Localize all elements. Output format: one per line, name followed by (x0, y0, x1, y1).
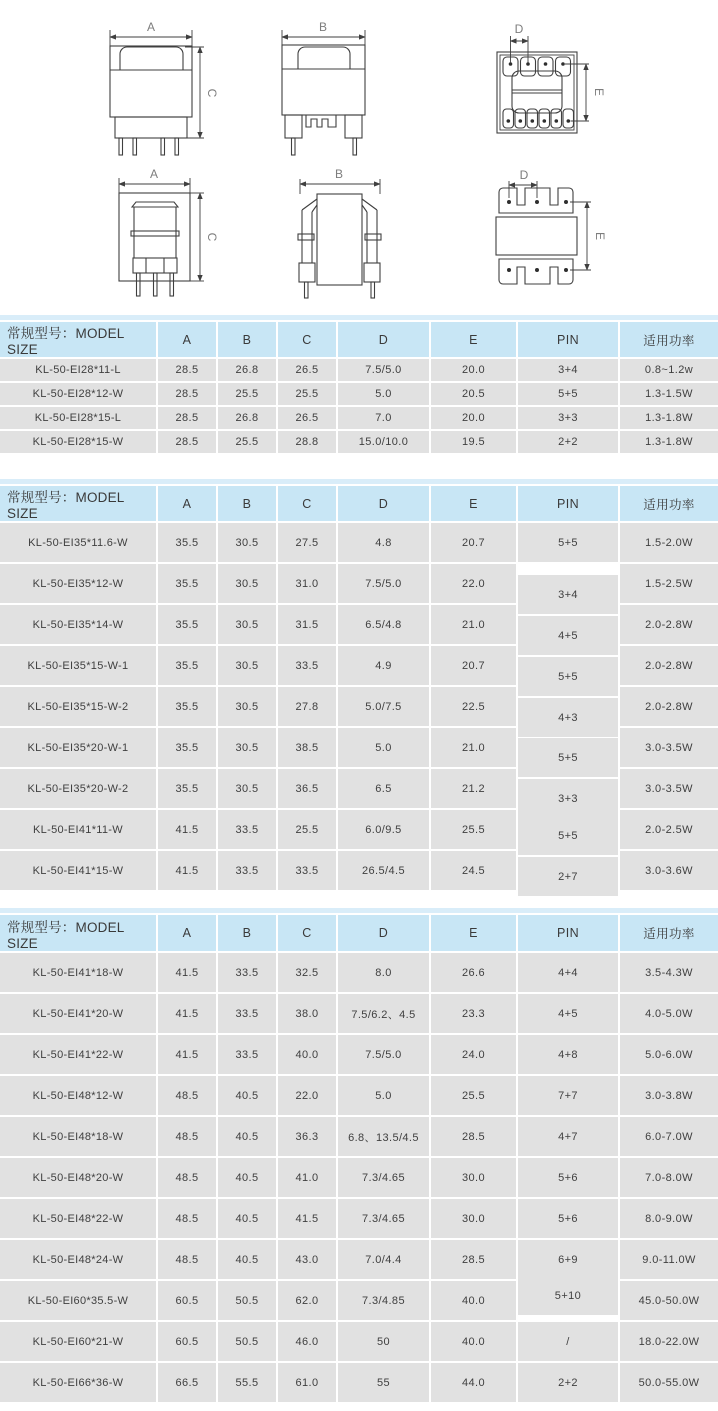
value-cell: 25.5 (278, 383, 336, 405)
value-cell: 28.5 (158, 383, 216, 405)
header-cell-model-size: 常规型号：MODEL SIZE (0, 322, 156, 357)
model-cell: KL-50-EI41*11-W (0, 810, 156, 849)
value-cell: 28.8 (278, 431, 336, 453)
value-cell: 1.5-2.0W (620, 523, 718, 562)
value-cell: 35.5 (158, 646, 216, 685)
pin-cell: 2+2 (518, 1363, 618, 1402)
transformer-drawings-svg (0, 0, 718, 315)
model-cell: KL-50-EI48*22-W (0, 1199, 156, 1238)
value-cell: 22.5 (431, 687, 516, 726)
value-cell: 25.5 (431, 810, 516, 849)
spec-table-ei41-ei66 (0, 908, 718, 1402)
pin-cell: 4+7 (518, 1117, 618, 1156)
value-cell: 2.0-2.8W (620, 687, 718, 726)
value-cell: 8.0 (338, 953, 429, 992)
value-cell: 41.5 (158, 953, 216, 992)
header-cell: 适用功率 (620, 915, 718, 951)
value-cell: 40.5 (218, 1240, 276, 1279)
table-top-strip (0, 315, 718, 320)
value-cell: 26.5 (278, 359, 336, 381)
model-cell: KL-50-EI35*20-W-1 (0, 728, 156, 767)
model-cell: KL-50-EI60*35.5-W (0, 1281, 156, 1320)
value-cell: 4.8 (338, 523, 429, 562)
value-cell: 50.5 (218, 1281, 276, 1320)
value-cell: 48.5 (158, 1158, 216, 1197)
spec-table-ei28 (0, 315, 718, 453)
value-cell: 4.0-5.0W (620, 994, 718, 1033)
model-cell: KL-50-EI35*15-W-2 (0, 687, 156, 726)
value-cell: 8.0-9.0W (620, 1199, 718, 1238)
header-cell: C (278, 486, 336, 521)
value-cell: 7.5/5.0 (338, 1035, 429, 1074)
value-cell: 28.5 (158, 407, 216, 429)
pin-cell: 2+7 (518, 857, 618, 896)
pin-cell: 4+4 (518, 953, 618, 992)
value-cell: 7.0 (338, 407, 429, 429)
value-cell: 5.0 (338, 383, 429, 405)
value-cell: 35.5 (158, 523, 216, 562)
value-cell: 22.0 (278, 1076, 336, 1115)
value-cell: 3.0-3.8W (620, 1076, 718, 1115)
value-cell: 30.5 (218, 646, 276, 685)
model-cell: KL-50-EI66*36-W (0, 1363, 156, 1402)
value-cell: 22.0 (431, 564, 516, 603)
value-cell: 26.5/4.5 (338, 851, 429, 890)
model-cell: KL-50-EI35*20-W-2 (0, 769, 156, 808)
table-top-strip (0, 908, 718, 913)
value-cell: 15.0/10.0 (338, 431, 429, 453)
table-top-strip (0, 479, 718, 484)
model-cell: KL-50-EI28*11-L (0, 359, 156, 381)
value-cell: 21.2 (431, 769, 516, 808)
value-cell: 23.3 (431, 994, 516, 1033)
dim-label-d-2: D (519, 168, 529, 182)
pin-cell: 3+4 (518, 575, 618, 614)
header-cell: PIN (518, 322, 618, 357)
value-cell: 4.9 (338, 646, 429, 685)
model-cell: KL-50-EI48*24-W (0, 1240, 156, 1279)
dim-label-e-1: E (592, 87, 606, 97)
value-cell: 48.5 (158, 1199, 216, 1238)
header-cell: E (431, 486, 516, 521)
vertical-type-front-view-diagram (119, 167, 219, 296)
pin-cell: 3+3 (518, 779, 618, 818)
value-cell: 19.5 (431, 431, 516, 453)
value-cell: 26.6 (431, 953, 516, 992)
dim-label-c-1: C (205, 88, 219, 98)
value-cell: 5.0/7.5 (338, 687, 429, 726)
value-cell: 3.0-3.5W (620, 728, 718, 767)
value-cell: 9.0-11.0W (620, 1240, 718, 1279)
value-cell: 27.8 (278, 687, 336, 726)
value-cell: 40.5 (218, 1076, 276, 1115)
value-cell: 28.5 (431, 1240, 516, 1279)
dim-label-b-1: B (318, 20, 328, 34)
value-cell: 6.0-7.0W (620, 1117, 718, 1156)
value-cell: 41.5 (158, 851, 216, 890)
value-cell: 18.0-22.0W (620, 1322, 718, 1361)
pin-cell: 5+6 (518, 1199, 618, 1238)
value-cell: 36.3 (278, 1117, 336, 1156)
value-cell: 33.5 (218, 953, 276, 992)
value-cell: 38.0 (278, 994, 336, 1033)
model-cell: KL-50-EI48*12-W (0, 1076, 156, 1115)
pin-cell: 4+8 (518, 1035, 618, 1074)
header-cell: A (158, 486, 216, 521)
value-cell: 30.5 (218, 523, 276, 562)
value-cell: 30.5 (218, 769, 276, 808)
value-cell: 62.0 (278, 1281, 336, 1320)
pin-cell: 5+5 (518, 523, 618, 562)
pin-cell: 5+5 (518, 738, 618, 777)
pin-cell: 5+5 (518, 657, 618, 696)
value-cell: 2.0-2.5W (620, 810, 718, 849)
pin-cell: / (518, 1322, 618, 1361)
value-cell: 28.5 (431, 1117, 516, 1156)
spec-table-grid (0, 322, 718, 453)
value-cell: 40.5 (218, 1158, 276, 1197)
value-cell: 30.0 (431, 1199, 516, 1238)
value-cell: 20.7 (431, 523, 516, 562)
header-cell: C (278, 322, 336, 357)
value-cell: 30.5 (218, 687, 276, 726)
vertical-type-side-view-diagram (298, 167, 381, 298)
vertical-type-bottom-view-diagram (496, 168, 607, 284)
value-cell: 6.8、13.5/4.5 (338, 1117, 429, 1156)
lying-type-side-view-diagram (282, 20, 365, 155)
value-cell: 43.0 (278, 1240, 336, 1279)
model-cell: KL-50-EI41*22-W (0, 1035, 156, 1074)
value-cell: 40.0 (278, 1035, 336, 1074)
model-cell: KL-50-EI35*14-W (0, 605, 156, 644)
value-cell: 61.0 (278, 1363, 336, 1402)
pin-cell: 2+2 (518, 431, 618, 453)
value-cell: 41.5 (158, 810, 216, 849)
value-cell: 55.5 (218, 1363, 276, 1402)
value-cell: 2.0-2.8W (620, 646, 718, 685)
pin-cell: 7+7 (518, 1076, 618, 1115)
model-cell: KL-50-EI28*15-W (0, 431, 156, 453)
value-cell: 1.3-1.5W (620, 383, 718, 405)
value-cell: 0.8~1.2w (620, 359, 718, 381)
header-cell: B (218, 486, 276, 521)
header-cell: 适用功率 (620, 486, 718, 521)
value-cell: 60.5 (158, 1281, 216, 1320)
lying-type-front-view-diagram (110, 20, 219, 155)
value-cell: 33.5 (218, 810, 276, 849)
value-cell: 21.0 (431, 605, 516, 644)
value-cell: 25.5 (278, 810, 336, 849)
model-cell: KL-50-EI35*15-W-1 (0, 646, 156, 685)
value-cell: 41.5 (158, 994, 216, 1033)
value-cell: 20.0 (431, 407, 516, 429)
value-cell: 35.5 (158, 564, 216, 603)
value-cell: 7.3/4.85 (338, 1281, 429, 1320)
value-cell: 40.5 (218, 1117, 276, 1156)
value-cell: 30.5 (218, 564, 276, 603)
model-cell: KL-50-EI28*15-L (0, 407, 156, 429)
dim-label-c-2: C (205, 232, 219, 242)
value-cell: 7.3/4.65 (338, 1199, 429, 1238)
value-cell: 20.5 (431, 383, 516, 405)
header-cell: A (158, 915, 216, 951)
value-cell: 48.5 (158, 1240, 216, 1279)
value-cell: 24.5 (431, 851, 516, 890)
pin-cell: 5+5 (518, 383, 618, 405)
header-cell-model-size: 常规型号：MODEL SIZE (0, 915, 156, 951)
value-cell: 7.0-8.0W (620, 1158, 718, 1197)
value-cell: 6.5/4.8 (338, 605, 429, 644)
value-cell: 50.0-55.0W (620, 1363, 718, 1402)
value-cell: 41.0 (278, 1158, 336, 1197)
header-cell: B (218, 322, 276, 357)
value-cell: 6.5 (338, 769, 429, 808)
pin-cell: 5+6 (518, 1158, 618, 1197)
value-cell: 31.5 (278, 605, 336, 644)
value-cell: 3.0-3.5W (620, 769, 718, 808)
header-cell: C (278, 915, 336, 951)
value-cell: 26.8 (218, 359, 276, 381)
header-cell: E (431, 322, 516, 357)
model-cell: KL-50-EI35*11.6-W (0, 523, 156, 562)
value-cell: 5.0-6.0W (620, 1035, 718, 1074)
value-cell: 1.5-2.5W (620, 564, 718, 603)
value-cell: 33.5 (218, 1035, 276, 1074)
header-cell: PIN (518, 486, 618, 521)
header-cell: A (158, 322, 216, 357)
value-cell: 45.0-50.0W (620, 1281, 718, 1320)
pin-cell: 4+3 (518, 698, 618, 737)
value-cell: 28.5 (158, 359, 216, 381)
value-cell: 33.5 (278, 646, 336, 685)
value-cell: 50 (338, 1322, 429, 1361)
value-cell: 35.5 (158, 728, 216, 767)
value-cell: 66.5 (158, 1363, 216, 1402)
spec-table-grid (0, 486, 718, 890)
value-cell: 40.0 (431, 1322, 516, 1361)
model-cell: KL-50-EI41*15-W (0, 851, 156, 890)
model-cell: KL-50-EI35*12-W (0, 564, 156, 603)
spec-table-ei35-ei41 (0, 479, 718, 890)
header-cell: PIN (518, 915, 618, 951)
value-cell: 30.5 (218, 605, 276, 644)
spec-table-grid (0, 915, 718, 1402)
value-cell: 3.0-3.6W (620, 851, 718, 890)
value-cell: 25.5 (218, 383, 276, 405)
pin-cell: 3+4 (518, 359, 618, 381)
value-cell: 48.5 (158, 1117, 216, 1156)
value-cell: 3.5-4.3W (620, 953, 718, 992)
model-cell: KL-50-EI48*18-W (0, 1117, 156, 1156)
value-cell: 21.0 (431, 728, 516, 767)
header-cell: E (431, 915, 516, 951)
value-cell: 6.0/9.5 (338, 810, 429, 849)
dim-label-d-1: D (514, 22, 524, 36)
value-cell: 35.5 (158, 687, 216, 726)
value-cell: 26.5 (278, 407, 336, 429)
pin-cell: 6+9 (518, 1240, 618, 1279)
lying-type-bottom-view-diagram (497, 22, 606, 133)
value-cell: 32.5 (278, 953, 336, 992)
technical-drawings (0, 0, 718, 315)
dim-label-a-2: A (149, 167, 159, 181)
value-cell: 27.5 (278, 523, 336, 562)
pin-cell: 3+3 (518, 407, 618, 429)
value-cell: 7.0/4.4 (338, 1240, 429, 1279)
value-cell: 7.5/5.0 (338, 564, 429, 603)
dim-label-b-2: B (334, 167, 344, 181)
value-cell: 35.5 (158, 769, 216, 808)
value-cell: 33.5 (218, 994, 276, 1033)
value-cell: 33.5 (218, 851, 276, 890)
header-cell: D (338, 486, 429, 521)
value-cell: 36.5 (278, 769, 336, 808)
model-cell: KL-50-EI41*18-W (0, 953, 156, 992)
value-cell: 46.0 (278, 1322, 336, 1361)
pin-cell: 5+10 (518, 1276, 618, 1315)
value-cell: 2.0-2.8W (620, 605, 718, 644)
value-cell: 5.0 (338, 1076, 429, 1115)
value-cell: 40.0 (431, 1281, 516, 1320)
value-cell: 44.0 (431, 1363, 516, 1402)
value-cell: 1.3-1.8W (620, 407, 718, 429)
value-cell: 60.5 (158, 1322, 216, 1361)
pin-cell: 5+5 (518, 816, 618, 855)
value-cell: 31.0 (278, 564, 336, 603)
value-cell: 25.5 (218, 431, 276, 453)
header-cell-model-size: 常规型号：MODEL SIZE (0, 486, 156, 521)
value-cell: 7.5/5.0 (338, 359, 429, 381)
header-cell: 适用功率 (620, 322, 718, 357)
pin-cell: 4+5 (518, 616, 618, 655)
model-cell: KL-50-EI41*20-W (0, 994, 156, 1033)
value-cell: 25.5 (431, 1076, 516, 1115)
value-cell: 50.5 (218, 1322, 276, 1361)
dim-label-e-2: E (593, 231, 607, 241)
value-cell: 30.0 (431, 1158, 516, 1197)
header-cell: D (338, 322, 429, 357)
value-cell: 35.5 (158, 605, 216, 644)
value-cell: 26.8 (218, 407, 276, 429)
pin-cell: 4+5 (518, 994, 618, 1033)
header-cell: D (338, 915, 429, 951)
value-cell: 5.0 (338, 728, 429, 767)
value-cell: 24.0 (431, 1035, 516, 1074)
value-cell: 20.0 (431, 359, 516, 381)
value-cell: 20.7 (431, 646, 516, 685)
value-cell: 1.3-1.8W (620, 431, 718, 453)
value-cell: 7.3/4.65 (338, 1158, 429, 1197)
value-cell: 55 (338, 1363, 429, 1402)
value-cell: 41.5 (158, 1035, 216, 1074)
value-cell: 7.5/6.2、4.5 (338, 994, 429, 1033)
value-cell: 40.5 (218, 1199, 276, 1238)
value-cell: 38.5 (278, 728, 336, 767)
value-cell: 33.5 (278, 851, 336, 890)
header-cell: B (218, 915, 276, 951)
value-cell: 28.5 (158, 431, 216, 453)
model-cell: KL-50-EI28*12-W (0, 383, 156, 405)
model-cell: KL-50-EI48*20-W (0, 1158, 156, 1197)
value-cell: 48.5 (158, 1076, 216, 1115)
value-cell: 30.5 (218, 728, 276, 767)
model-cell: KL-50-EI60*21-W (0, 1322, 156, 1361)
value-cell: 41.5 (278, 1199, 336, 1238)
dim-label-a-1: A (146, 20, 156, 34)
